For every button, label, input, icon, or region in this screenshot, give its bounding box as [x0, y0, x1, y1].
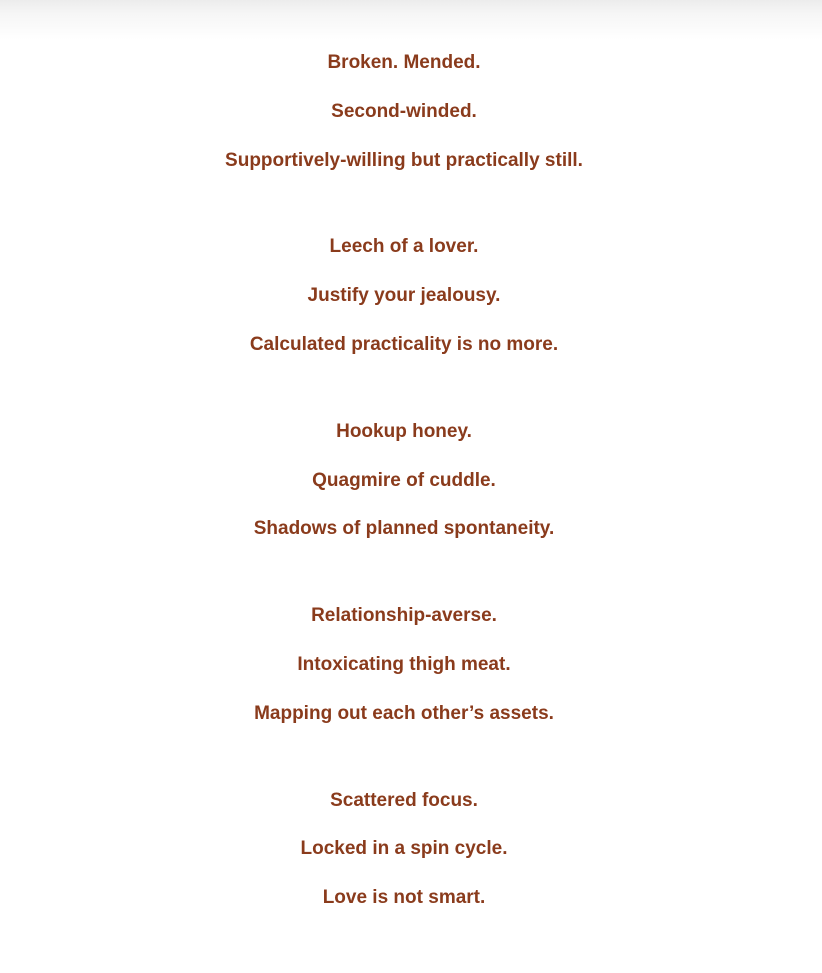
stanza-1: [0, 51, 808, 197]
poem-line: Locked in a spin cycle.: [300, 838, 508, 860]
stanza-3: [0, 420, 808, 566]
poem-line: Leech of a lover.: [329, 236, 479, 258]
poem-line: Broken. Mended.: [327, 52, 481, 73]
poem-line: Justify your jealousy.: [307, 285, 501, 307]
poem-line: Relationship-averse.: [311, 605, 497, 627]
poem-line: Quagmire of cuddle.: [312, 469, 496, 491]
poem-line: Calculated practicality is no more.: [249, 333, 559, 355]
poem-line: Supportively-willing but practically still.: [225, 149, 583, 171]
poem: [0, 51, 808, 973]
stanza-2: [0, 235, 808, 381]
poem-line: Hookup honey.: [336, 420, 472, 442]
poem-line: Intoxicating thigh meat.: [297, 653, 511, 675]
poem-line: Mapping out each other’s assets.: [254, 702, 554, 724]
stanza-4: [0, 604, 808, 750]
stanza-5: [0, 789, 808, 935]
poem-line: Scattered focus.: [330, 789, 478, 811]
poem-line: Love is not smart.: [322, 887, 486, 909]
poem-line: Second-winded.: [331, 100, 477, 122]
top-shadow: [0, 0, 822, 40]
poem-line: Shadows of planned spontaneity.: [253, 518, 555, 540]
